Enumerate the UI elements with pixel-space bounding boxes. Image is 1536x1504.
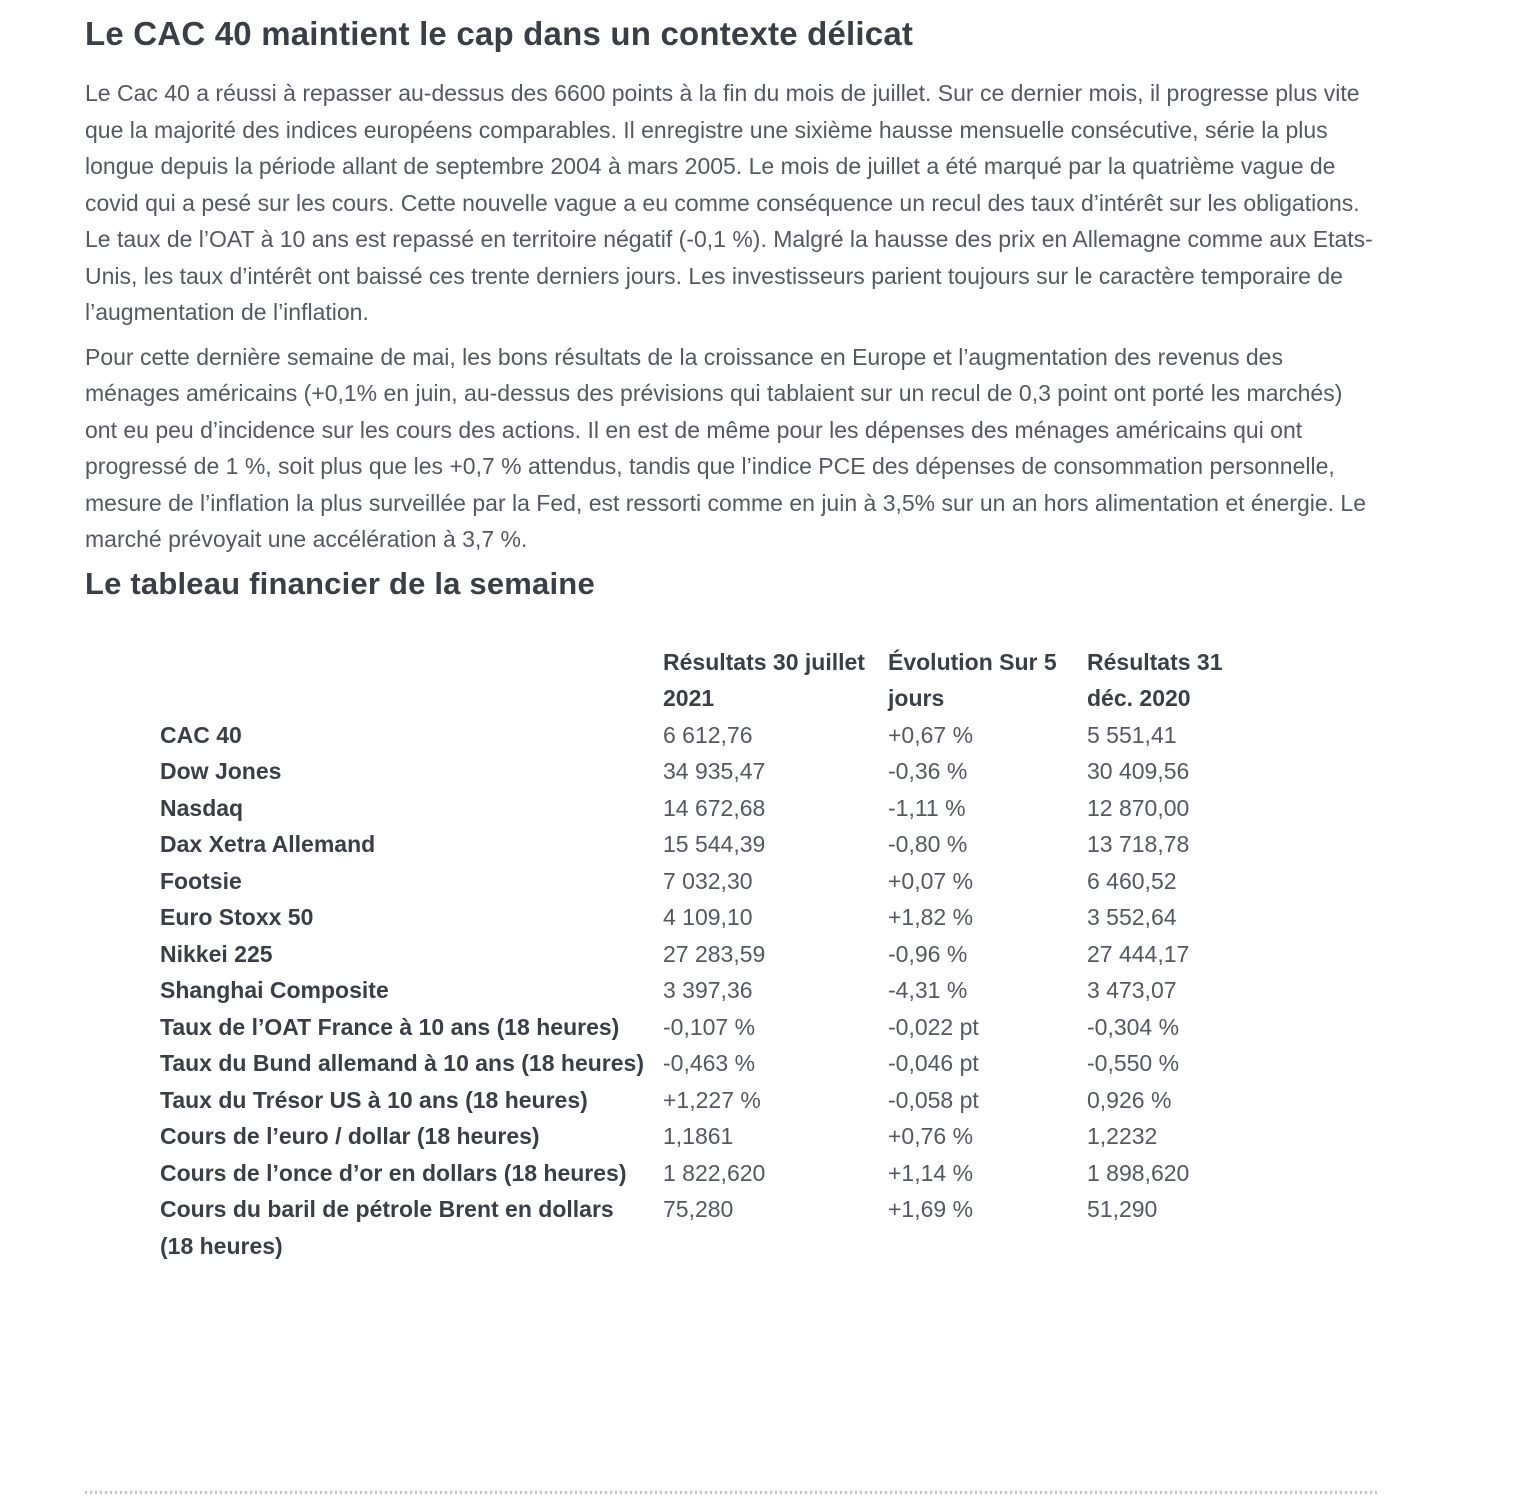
cell-value: 13 718,78 bbox=[1087, 831, 1190, 857]
table-row bbox=[160, 1191, 1265, 1264]
article-title: Le CAC 40 maintient le cap dans un contexte délicat bbox=[85, 15, 914, 52]
cell-value: 3 552,64 bbox=[1087, 904, 1177, 930]
cell-value: +0,76 % bbox=[888, 1123, 974, 1149]
section-heading: Le tableau financier de la semaine bbox=[85, 565, 595, 601]
row-label: Footsie bbox=[160, 867, 242, 894]
table-row bbox=[160, 1082, 1265, 1119]
cell-value: -0,36 % bbox=[888, 758, 968, 784]
cell-value: -0,058 pt bbox=[888, 1086, 979, 1113]
cell-value: +1,14 % bbox=[888, 1159, 974, 1186]
table-row bbox=[160, 1045, 1265, 1082]
cell-value: -0,022 pt bbox=[888, 1013, 979, 1040]
row-label: Taux de l’OAT France à 10 ans (18 heures) bbox=[160, 1013, 620, 1040]
row-label: CAC 40 bbox=[160, 721, 242, 748]
row-label: Dow Jones bbox=[160, 758, 282, 784]
cell-value: 6 460,52 bbox=[1087, 867, 1177, 894]
row-label: Nikkei 225 bbox=[160, 940, 273, 967]
cell-value: -0,96 % bbox=[888, 940, 968, 967]
cell-value: 3 397,36 bbox=[663, 977, 753, 1003]
cell-value: -0,046 pt bbox=[888, 1050, 979, 1076]
table-row bbox=[160, 899, 1265, 936]
cell-value: 34 935,47 bbox=[663, 758, 766, 784]
row-label: Dax Xetra Allemand bbox=[160, 831, 376, 857]
table-row bbox=[160, 753, 1265, 790]
cell-value: 0,926 % bbox=[1087, 1086, 1172, 1113]
cell-value: -0,463 % bbox=[663, 1050, 756, 1076]
row-label: Shanghai Composite bbox=[160, 977, 389, 1003]
row-label: Nasdaq bbox=[160, 794, 244, 821]
article bbox=[85, 14, 1380, 1264]
cell-value: 6 612,76 bbox=[663, 721, 753, 748]
cell-value: -4,31 % bbox=[888, 977, 968, 1003]
cell-value: 12 870,00 bbox=[1087, 794, 1190, 821]
cell-value: 30 409,56 bbox=[1087, 758, 1190, 784]
table-row bbox=[160, 1118, 1265, 1155]
cell-value: +1,69 % bbox=[888, 1196, 974, 1222]
table-header bbox=[160, 644, 1265, 717]
cell-value: 3 473,07 bbox=[1087, 977, 1177, 1003]
cell-value: +1,227 % bbox=[663, 1086, 761, 1113]
cell-value: 15 544,39 bbox=[663, 831, 766, 857]
table-row bbox=[160, 790, 1265, 827]
cell-value: 27 444,17 bbox=[1087, 940, 1190, 967]
row-label: Cours de l’euro / dollar (18 heures) bbox=[160, 1123, 540, 1149]
cell-value: -0,304 % bbox=[1087, 1013, 1180, 1040]
cell-value: 4 109,10 bbox=[663, 904, 753, 930]
cell-value: 1 898,620 bbox=[1087, 1159, 1190, 1186]
cell-value: -0,550 % bbox=[1087, 1050, 1180, 1076]
paragraph-2: Pour cette dernière semaine de mai, les bons résultats de la croissance en Europe et l’augmentation des revenus des ménages américains (+0,1% en juin, au-dessus des prévisions qui tablaient sur un recul de 0,3 point ont porté les marchés) ont eu peu d’incidence sur les cours des actions. Il en est de même pour les dépenses des ménages américains qui ont progressé de 1 %, soit plus que les +0,7 % attendus, tandis que l’indice PCE des dépenses de consommation personnelle, mesure de l’inflation la plus surveillée par la Fed, est ressorti comme en juin à 3,5% sur un an hors alimentation et énergie. Le marché prévoyait une accélération à 3,7 %. bbox=[85, 343, 1367, 552]
table-body bbox=[160, 717, 1265, 1265]
row-label: Taux du Bund allemand à 10 ans (18 heures) bbox=[160, 1050, 644, 1076]
dotted-divider bbox=[85, 1491, 1377, 1494]
cell-value: -0,80 % bbox=[888, 831, 968, 857]
paragraph-1: Le Cac 40 a réussi à repasser au-dessus des 6600 points à la fin du mois de juillet. Sur ce dernier mois, il progresse plus vite que la majorité des indices européens comparables. Il enregistre une sixième hausse mensuelle consécutive, série la plus longue depuis la période allant de septembre 2004 à mars 2005. Le mois de juillet a été marqué par la quatrième vague de covid qui a pesé sur les cours. Cette nouvelle vague a eu comme conséquence un recul des taux d’intérêt sur les obligations. Le taux de l’OAT à 10 ans est repassé en territoire négatif (-0,1 %). Malgré la hausse des prix en Allemagne comme aux Etats-Unis, les taux d’intérêt ont baissé ces trente derniers jours. Les investisseurs parient toujours sur le caractère temporaire de l’augmentation de l’inflation. bbox=[85, 80, 1373, 325]
cell-value: +1,82 % bbox=[888, 904, 974, 930]
cell-value: 75,280 bbox=[663, 1196, 734, 1222]
cell-value: 14 672,68 bbox=[663, 794, 766, 821]
cell-value: -0,107 % bbox=[663, 1013, 756, 1040]
row-label: Taux du Trésor US à 10 ans (18 heures) bbox=[160, 1086, 588, 1113]
corner-header bbox=[160, 644, 663, 717]
table-row bbox=[160, 1155, 1265, 1192]
cell-value: 27 283,59 bbox=[663, 940, 766, 967]
table-row bbox=[160, 826, 1265, 863]
column-header: Résultats 30 juillet 2021 bbox=[663, 648, 865, 711]
table-row bbox=[160, 972, 1265, 1009]
row-label: Euro Stoxx 50 bbox=[160, 904, 314, 930]
table-header-row bbox=[160, 644, 1265, 717]
row-label: Cours du baril de pétrole Brent en dollars (18 heures) bbox=[160, 1196, 614, 1259]
cell-value: 1,1861 bbox=[663, 1123, 734, 1149]
column-header: Évolution Sur 5 jours bbox=[888, 648, 1057, 711]
cell-value: 1 822,620 bbox=[663, 1159, 766, 1186]
cell-value: 1,2232 bbox=[1087, 1123, 1158, 1149]
table-row bbox=[160, 936, 1265, 973]
cell-value: -1,11 % bbox=[888, 794, 966, 821]
cell-value: 51,290 bbox=[1087, 1196, 1158, 1222]
financial-table bbox=[160, 644, 1265, 1265]
row-label: Cours de l’once d’or en dollars (18 heures) bbox=[160, 1159, 627, 1186]
cell-value: +0,07 % bbox=[888, 867, 974, 894]
table-row bbox=[160, 717, 1265, 754]
table-row bbox=[160, 1009, 1265, 1046]
cell-value: +0,67 % bbox=[888, 721, 974, 748]
cell-value: 7 032,30 bbox=[663, 867, 753, 894]
cell-value: 5 551,41 bbox=[1087, 721, 1177, 748]
column-header: Résultats 31 déc. 2020 bbox=[1087, 648, 1223, 711]
table-row bbox=[160, 863, 1265, 900]
